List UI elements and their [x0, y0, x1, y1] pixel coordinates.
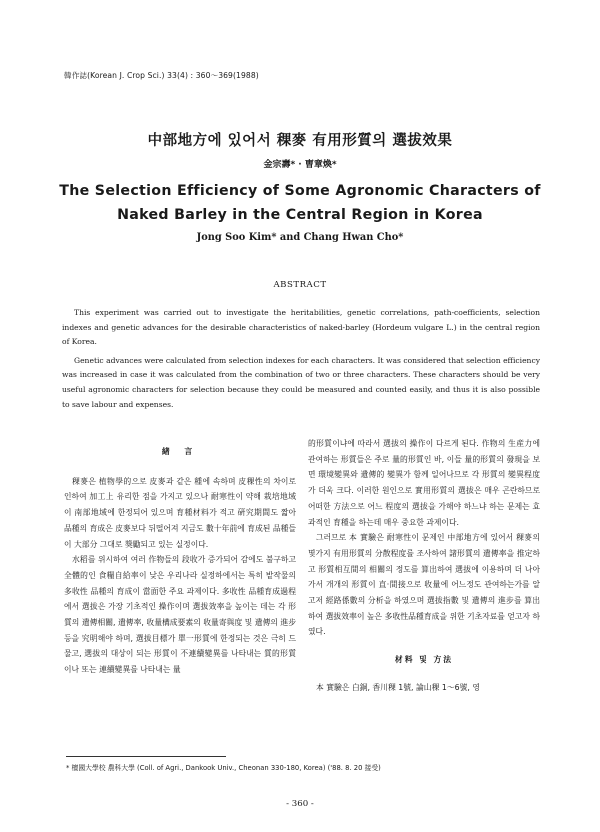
abstract-heading: ABSTRACT: [273, 280, 327, 290]
left-column: [64, 436, 296, 678]
english-title-line-2: Naked Barley in the Central Region in Korea: [117, 207, 483, 223]
right-column: [308, 436, 540, 696]
introduction-heading: 緖 言: [161, 447, 199, 456]
intro-paragraph-1: 稞麥은 植物學的으로 皮麥과 같은 種에 속하며 皮稞性의 차이로 인하여 加工上 유리한 점을 가지고 있으나 耐寒性이 약해 栽培地域이 南部地域에 한정되어 있으며 育種材料가 적고 硏究期間도 짧아 品種의 育成은 皮麥보다 뒤떨어져 지금도 數十年前에 育成된 品種들이 大部分 그대로 獎勵되고 있는 실정이다.: [64, 476, 296, 549]
abstract-paragraph-1: This experiment was carried out to investigate the heritabilities, genetic correlations, path-coefficients, selection indexes and genetic advances for the desirable characteristics of naked-barley (Hordeum vulgare L.) in the central region of Korea.: [62, 308, 540, 347]
english-title: [0, 179, 600, 227]
intro-paragraph-3: 的形質이냐에 따라서 選拔의 操作이 다르게 된다. 作物의 生産力에 관여하는 形質들은 주로 量的形質인 바, 이들 量的形質의 發現을 보면 環境變異와 遺傳的 變異가 함께 일어나므로 각 形質의 變異程度가 더욱 크다. 이러한 원인으로 實用形質의 選拔은 매우 곤란하므로 어떠한 方法으로 어느 程度의 選拔을 가해야 하느냐 하는 문제는 효과적인 育種을 하는데 매우 중요한 과제이다.: [308, 439, 540, 527]
journal-citation: 韓作誌(Korean J. Crop Sci.) 33(4) : 360～369(1988): [64, 71, 259, 80]
methods-heading: 材料 및 方法: [394, 655, 454, 665]
english-title-line-1: The Selection Efficiency of Some Agronomic Characters of: [59, 183, 541, 199]
intro-paragraph-2: 水稻를 위시하여 여러 作物들의 段收가 증가되어 감에도 불구하고 全體的인 食糧自給率이 낮은 우리나라 실정하에서는 특히 밭작물의 多收性 品種의 育成이 當面한 주요 과제이다. 多收性 品種育成過程에서 選拔은 가장 기초적인 操作이며 選拔效率을 높이는 데는 각 形質의 遺傳相關, 遺傳率, 收量構成要素의 收量寄與度 및 遺傳의 進步 등을 究明해야 하며, 選拔目標가 單一形質에 한정되는 것은 극히 드물고, 選拔의 대상이 되는 形質이 不連續變異를 나타내는 質的形質이나 또는 連續變異를 나타내는 量: [64, 555, 296, 675]
korean-authors: 金宗壽* · 曺章煥*: [263, 160, 337, 170]
footnote-divider: [66, 756, 226, 757]
korean-title: 中部地方에 있어서 稞麥 有用形質의 選拔效果: [147, 133, 453, 149]
english-authors: Jong Soo Kim* and Chang Hwan Cho*: [196, 232, 404, 243]
methods-paragraph-1: 本 實驗은 白銅, 香川稞 1號, 論山稞 1～6號, 영: [316, 682, 480, 692]
abstract-paragraph-2: Genetic advances were calculated from selection indexes for each characters. It was considered that selection efficiency was increased in case it was calculated from the combination of two or three characters. These characters should be very useful agronomic characters for selection because they could be measured and counted easily, and thus it is also possible to save labour and expenses.: [62, 355, 540, 409]
abstract-body: [62, 306, 540, 412]
page-number: - 360 -: [286, 799, 314, 809]
intro-paragraph-4: 그러므로 本 實驗은 耐寒性이 문제인 中部地方에 있어서 稞麥의 몇가지 有用形質의 分散程度를 조사하여 諸形質의 遺傳率을 推定하고 形質相互間의 相關의 정도를 算出하여 選拔에 이용하며 더 나아가서 개개의 形質이 直·間接으로 收量에 어느정도 관여하는가를 알고저 經路係數의 分析을 하였으며 選拔指數 및 遺傳의 進步를 算出하여 選拔效率이 높은 多收性品種育成을 위한 기초자료를 얻고자 하였다.: [308, 533, 540, 637]
affiliation-footnote: * 檀國大學校 農科大學 (Coll. of Agri., Dankook Univ., Cheonan 330-180, Korea) ('88. 8. 20 接受): [66, 764, 381, 772]
